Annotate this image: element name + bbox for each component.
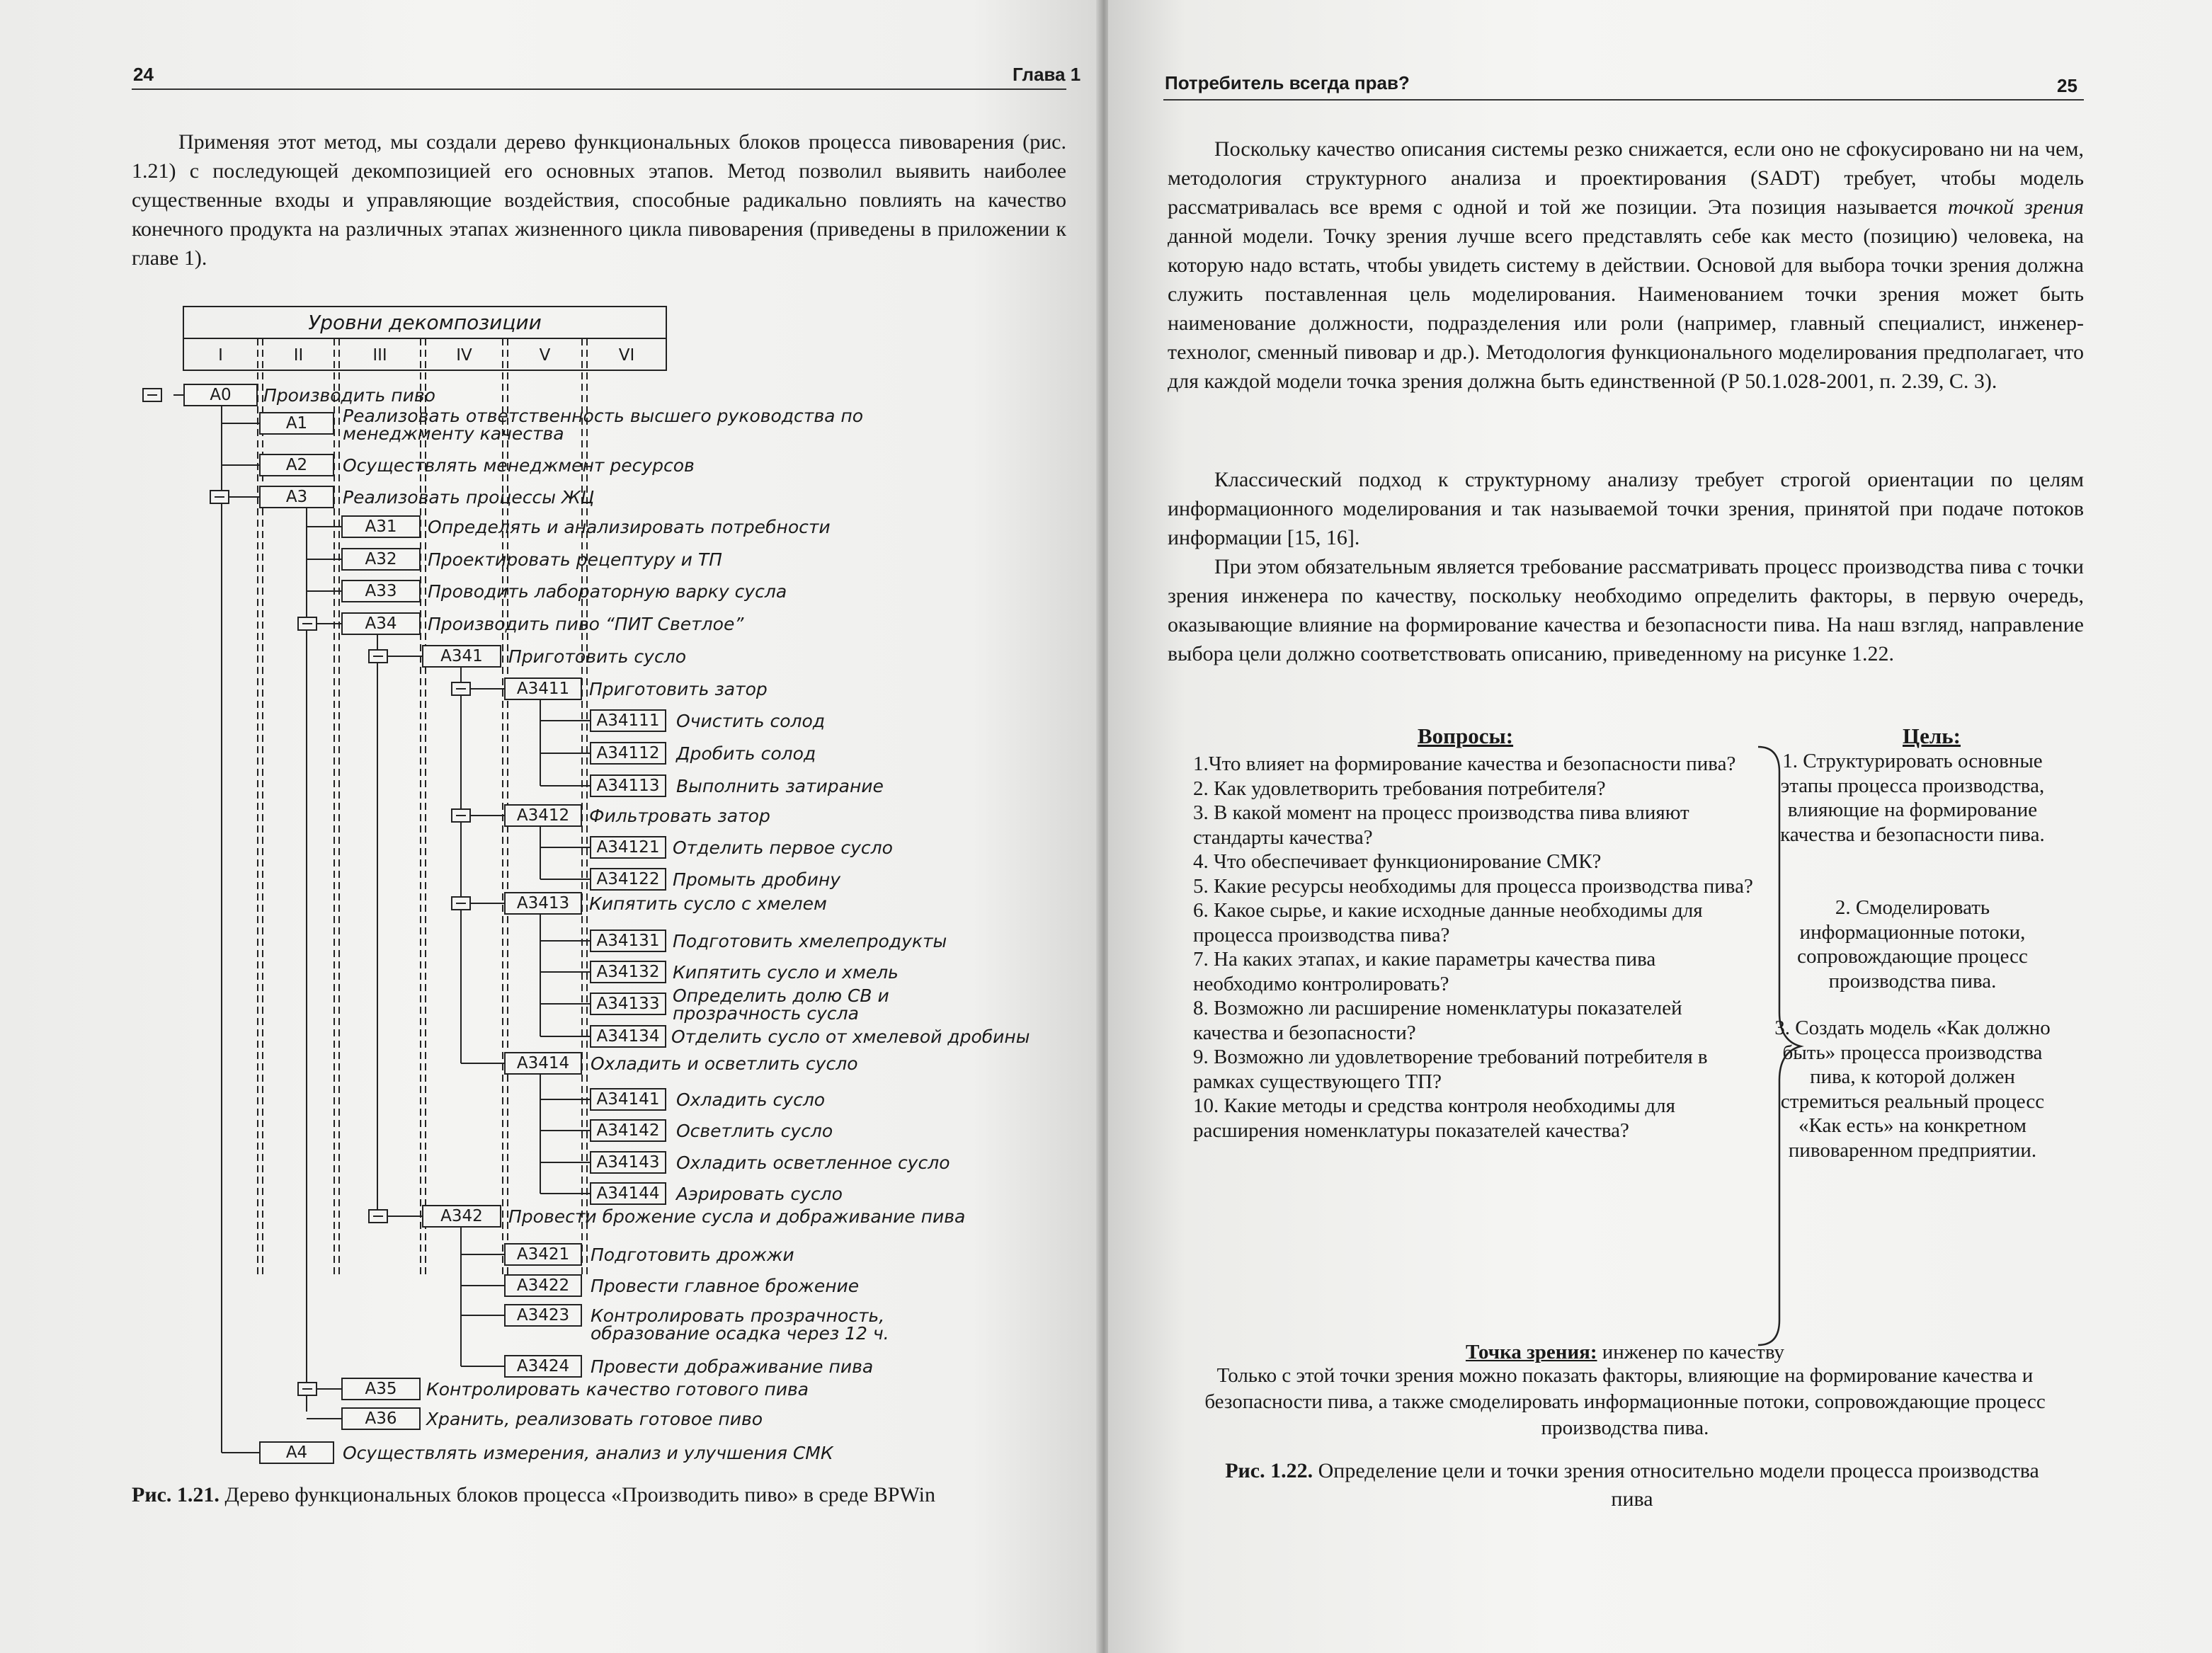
- paragraph-requirement: При этом обязательным является требование рассматривать процесс производства пива с точки зрения инженера по качеству, поскольку необходимо определить факторы, в первую очередь, оказывающие влияние на формирование качества и безопасности пива. На наш взгляд, направление выбора цели должно соответствовать описанию, приведенному на рисунке 1.22.: [1168, 555, 2084, 665]
- tree-node-code: A3411: [504, 677, 582, 700]
- question-item: 6. Какое сырье, и какие исходные данные необходимы для процесса производства пива?: [1193, 899, 1703, 946]
- goal-title: Цель:: [1903, 723, 1961, 748]
- tree-node-code: A341: [422, 645, 501, 668]
- page-number-right: 25: [2057, 75, 2077, 96]
- level-label-4: IV: [456, 346, 472, 365]
- paragraph-classic-approach: Классический подход к структурному анализу требует строгой ориентации по целям информационного моделирования и так называемой точки зрения, принятой при подаче потоков информации [15, 16].: [1168, 468, 2084, 549]
- tree-node-code: A34142: [590, 1119, 666, 1142]
- tree-node-label: Отделить первое сусло: [673, 837, 893, 858]
- tree-node-code: A3: [259, 486, 334, 508]
- tree-node-label: Очистить солод: [676, 711, 826, 731]
- tree-node-label: Фильтровать затор: [589, 806, 770, 826]
- collapse-icon: [142, 388, 162, 402]
- running-head-right: Потребитель всегда прав?: [1165, 72, 1410, 93]
- tree-node-label: Проектировать рецептуру и ТП: [428, 549, 722, 570]
- caption-number: Рис. 1.21.: [132, 1483, 220, 1506]
- tree-node-code: A4: [259, 1441, 334, 1464]
- tree-node-label: Выполнить затирание: [676, 776, 884, 796]
- goal-item: 3. Создать модель «Как должно быть» процесса производства пива, к которой должен стремиться реальный процесс «Как есть» на конкретном пивоваренном предприятии.: [1774, 1017, 2051, 1162]
- tree-node-label: Дробить солод: [676, 743, 816, 764]
- level-label-3: III: [372, 346, 387, 365]
- goal-item: 1. Структурировать основные этапы процесса производства, влияющие на формирование качества и безопасности пива.: [1780, 750, 2045, 846]
- tree-node-label: Кипятить сусло с хмелем: [589, 893, 827, 914]
- question-item: 7. На каких этапах, и какие параметры качества пива необходимо контролировать?: [1193, 948, 1656, 995]
- tree-node-label: Производить пиво: [263, 385, 435, 406]
- tree-node-label: Провести брожение сусла и дображивание пива: [508, 1206, 966, 1227]
- running-head-left: Глава 1: [1013, 64, 1081, 85]
- tree-node-code: A31: [341, 515, 421, 538]
- figure-caption-1-21: [132, 1481, 1081, 1509]
- question-item: 2. Как удовлетворить требования потребителя?: [1193, 777, 1606, 800]
- question-item: 3. В какой момент на процесс производства пива влияют стандарты качества?: [1193, 801, 1689, 849]
- page-number-left: 24: [133, 64, 154, 85]
- tree-node-label: Определить долю СВ и прозрачность сусла: [673, 985, 889, 1024]
- tree-node-code: A3421: [504, 1243, 582, 1266]
- tree-node-label: Проводить лабораторную варку сусла: [428, 581, 787, 602]
- tree-node-label: Подготовить хмелепродукты: [673, 931, 947, 951]
- caption-number: Рис. 1.22.: [1225, 1459, 1313, 1482]
- levels-header-title: Уровни декомпозиции: [308, 311, 542, 334]
- tree-node-label: Охладить осветленное сусло: [676, 1152, 950, 1173]
- tree-node-label: Охладить и осветлить сусло: [591, 1053, 858, 1074]
- paragraph-text: Поскольку качество описания системы резко снижается, если оно не сфокусировано ни на чем, методология структурного анализа и проектирования (SADT) требует, чтобы модель рассматривалась все время с одной и той же позиции. Эта позиция называется: [1168, 137, 2084, 219]
- header-rule: [1163, 99, 2084, 101]
- emphasis-viewpoint: точкой зрения: [1948, 195, 2084, 219]
- tree-node-code: A3413: [504, 892, 582, 915]
- tree-node-label: Подготовить дрожжи: [591, 1245, 794, 1265]
- caption-text: Дерево функциональных блоков процесса «Производить пиво» в среде BPWin: [219, 1483, 935, 1506]
- viewpoint-explanation: Только с этой точки зрения можно показать факторы, влияющие на формирование качества и безопасности пива, а также смоделировать информационные потоки, сопровождающие процесс производства пива.: [1204, 1364, 2046, 1439]
- tree-node-code: A1: [259, 412, 334, 435]
- tree-node-label: Реализовать процессы ЖЦ: [343, 487, 595, 508]
- level-label-2: II: [293, 346, 304, 365]
- tree-node-code: A3423: [504, 1304, 582, 1327]
- tree-node-label: Приготовить затор: [589, 679, 768, 699]
- tree-node-label: Осветлить сусло: [676, 1121, 833, 1141]
- collapse-icon: [297, 1382, 317, 1396]
- intro-paragraph: Применяя этот метод, мы создали дерево функциональных блоков процесса пивоварения (рис. 1.21) с последующей декомпозицией его основных этапов. Метод позволил выявить наиболее существенные входы и управляющие воздействия, способные радикально повлиять на качество конечного продукта на различных этапах жизненного цикла пивоварения (приведены в приложении к главе 1).: [132, 130, 1066, 270]
- tree-node-label: Контролировать прозрачность, образование осадка через 12 ч.: [591, 1305, 889, 1344]
- tree-node-code: A342: [422, 1205, 501, 1228]
- tree-node-code: A34132: [590, 961, 666, 983]
- tree-node-label: Аэрировать сусло: [676, 1184, 843, 1204]
- tree-node-label: Производить пиво “ПИТ Светлое”: [428, 614, 744, 634]
- question-item: 9. Возможно ли удовлетворение требований потребителя в рамках существующего ТП?: [1193, 1046, 1708, 1093]
- right-page: [1108, 0, 2212, 1653]
- collapse-icon: [210, 490, 229, 504]
- tree-node-code: A34143: [590, 1151, 666, 1174]
- tree-node-code: A34134: [590, 1025, 666, 1048]
- tree-node-code: A34141: [590, 1088, 666, 1111]
- tree-node-code: A0: [183, 384, 258, 406]
- question-item: 10. Какие методы и средства контроля необходимы для расширения номенклатуры показателей качества?: [1193, 1094, 1675, 1142]
- tree-node-code: A3422: [504, 1274, 582, 1297]
- tree-node-code: A3414: [504, 1052, 582, 1075]
- question-item: 1.Что влияет на формирование качества и безопасности пива?: [1193, 753, 1736, 775]
- tree-node-label: Контролировать качество готового пива: [426, 1379, 809, 1400]
- tree-node-label: Кипятить сусло и хмель: [673, 962, 899, 983]
- left-page: [0, 0, 1105, 1653]
- tree-node-code: A34131: [590, 930, 666, 952]
- collapse-icon: [451, 896, 471, 910]
- collapse-icon: [368, 649, 388, 663]
- tree-node-code: A34: [341, 612, 421, 635]
- collapse-icon: [451, 682, 471, 696]
- viewpoint-value: инженер по качеству: [1597, 1341, 1785, 1363]
- tree-node-label: Отделить сусло от хмелевой дробины: [671, 1026, 1030, 1047]
- tree-node-label: Реализовать ответственность высшего руководства по менеджменту качества: [343, 406, 863, 444]
- collapse-icon: [451, 808, 471, 823]
- tree-node-code: A34111: [590, 709, 666, 732]
- tree-node-code: A33: [341, 580, 421, 602]
- tree-node-label: Приготовить сусло: [508, 646, 686, 667]
- paragraph-viewpoint: [1168, 135, 2084, 396]
- function-tree-figure: [0, 0, 1105, 1487]
- tree-node-code: A34144: [590, 1182, 666, 1205]
- tree-node-code: A3412: [504, 804, 582, 827]
- level-label-6: VI: [618, 346, 635, 365]
- tree-node-code: A34122: [590, 868, 666, 891]
- tree-node-label: Промыть дробину: [673, 869, 841, 890]
- tree-node-label: Осуществлять менеджмент ресурсов: [343, 455, 695, 476]
- question-item: 5. Какие ресурсы необходимы для процесса производства пива?: [1193, 874, 1753, 898]
- tree-node-label: Провести дображивание пива: [591, 1356, 874, 1377]
- tree-node-code: A36: [341, 1407, 421, 1430]
- tree-node-label: Провести главное брожение: [591, 1276, 860, 1296]
- collapse-icon: [297, 617, 317, 631]
- question-item: 4. Что обеспечивает функционирование СМК?: [1193, 850, 1602, 873]
- tree-node-code: A2: [259, 454, 334, 476]
- tree-node-label: Определять и анализировать потребности: [428, 517, 831, 537]
- level-label-5: V: [539, 346, 551, 365]
- tree-node-label: Охладить сусло: [676, 1089, 826, 1110]
- tree-node-code: A34112: [590, 742, 666, 765]
- figure-caption-1-22: [1221, 1457, 2043, 1514]
- goal-item: 2. Смоделировать информационные потоки, сопровождающие процесс производства пива.: [1797, 896, 2028, 993]
- collapse-icon: [368, 1209, 388, 1223]
- questions-list: [1193, 752, 1760, 1143]
- tree-node-label: Хранить, реализовать готовое пиво: [426, 1409, 763, 1429]
- tree-node-code: A35: [341, 1378, 421, 1400]
- tree-node-code: A3424: [504, 1355, 582, 1378]
- caption-text: Определение цели и точки зрения относительно модели процесса производства пива: [1313, 1459, 2039, 1511]
- question-item: 8. Возможно ли расширение номенклатуры показателей качества и безопасности?: [1193, 997, 1682, 1044]
- tree-node-code: A34133: [590, 993, 666, 1015]
- paragraph-text: данной модели. Точку зрения лучше всего представлять себе как место (позицию) человека, на которую надо встать, чтобы увидеть систему в действии. Основой для выбора точки зрения должна служить поставленная цель моделирования. Наименованием точки зрения может быть наименование должности, подразделения или роли (например, главный специалист, инженер-технолог, сменный пивовар и др.). Методология функционального моделирования предполагает, что для каждой модели точка зрения должна быть единственной (Р 50.1.028-2001, п. 2.39, С. 3).: [1168, 224, 2084, 393]
- viewpoint-title: Точка зрения:: [1465, 1341, 1597, 1363]
- level-label-1: I: [218, 346, 223, 365]
- tree-node-label: Осуществлять измерения, анализ и улучшения СМК: [343, 1443, 833, 1463]
- tree-node-code: A34121: [590, 836, 666, 859]
- tree-node-code: A34113: [590, 774, 666, 797]
- tree-node-code: A32: [341, 548, 421, 571]
- questions-title: Вопросы:: [1418, 723, 1514, 748]
